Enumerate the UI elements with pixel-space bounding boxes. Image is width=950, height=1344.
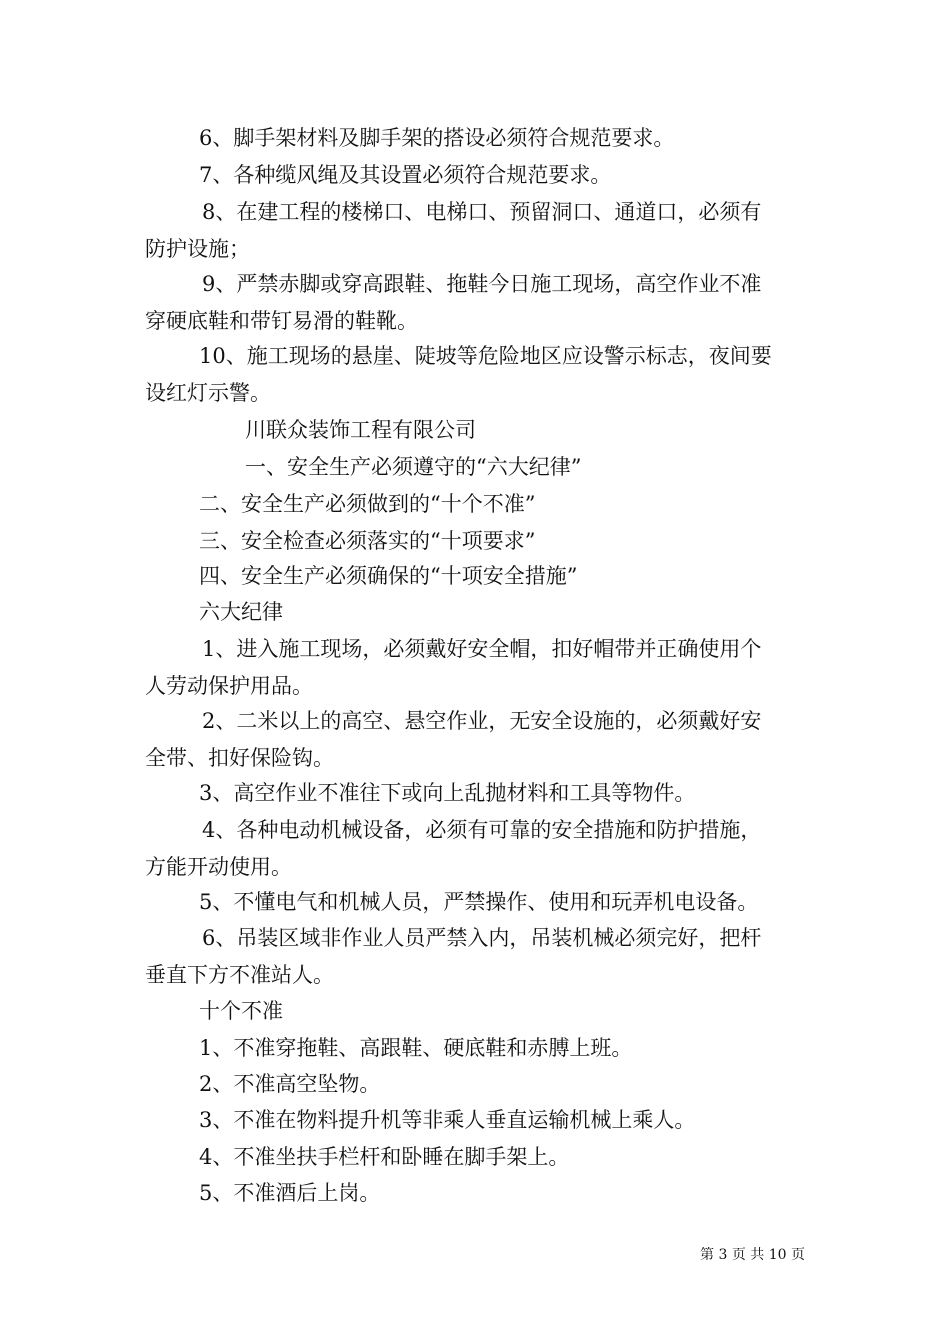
text-line: 二、安全生产必须做到的“十个不准” [199, 492, 536, 516]
text-line: 设红灯示警。 [145, 381, 271, 405]
text-line: 5、不准酒后上岗。 [199, 1181, 381, 1205]
text-line: 10、施工现场的悬崖、陡坡等危险地区应设警示标志，夜间要 [199, 344, 772, 368]
text-line: 穿硬底鞋和带钉易滑的鞋靴。 [145, 309, 418, 333]
section-heading [145, 594, 810, 631]
text-line: 方能开动使用。 [145, 855, 292, 879]
paragraph [145, 1066, 810, 1103]
paragraph [145, 1139, 810, 1176]
paragraph [145, 338, 810, 412]
text-line: 4、不准坐扶手栏杆和卧睡在脚手架上。 [199, 1145, 570, 1169]
paragraph [145, 157, 810, 194]
text-line: 川联众装饰工程有限公司 [245, 418, 476, 442]
text-line: 3、不准在物料提升机等非乘人垂直运输机械上乘人。 [199, 1108, 696, 1132]
text-line: 人劳动保护用品。 [145, 674, 313, 698]
text-line: 1、进入施工现场，必须戴好安全帽，扣好帽带并正确使用个 [202, 637, 762, 661]
text-line: 四、安全生产必须确保的“十项安全措施” [199, 564, 578, 588]
text-line: 1、不准穿拖鞋、高跟鞋、硬底鞋和赤膊上班。 [199, 1036, 633, 1060]
heading-line [145, 558, 810, 595]
heading-line [145, 486, 810, 523]
text-line: 防护设施； [145, 237, 250, 261]
paragraph [145, 1102, 810, 1139]
heading-line [145, 523, 810, 560]
paragraph [145, 631, 810, 705]
paragraph [145, 266, 810, 340]
text-line: 十个不准 [199, 999, 283, 1023]
heading-line [145, 449, 810, 486]
company-name [145, 412, 810, 449]
paragraph [145, 812, 810, 886]
text-line: 6、吊装区域非作业人员严禁入内，吊装机械必须完好，把杆 [202, 926, 762, 950]
paragraph [145, 703, 810, 777]
section-heading [145, 993, 810, 1030]
text-line: 2、不准高空坠物。 [199, 1072, 381, 1096]
paragraph [145, 920, 810, 994]
text-line: 2、二米以上的高空、悬空作业，无安全设施的，必须戴好安 [202, 709, 762, 733]
page-number: 第 3 页 共 10 页 [700, 1247, 805, 1263]
text-line: 一、安全生产必须遵守的“六大纪律” [245, 455, 582, 479]
paragraph [145, 884, 810, 921]
text-line: 9、严禁赤脚或穿高跟鞋、拖鞋今日施工现场，高空作业不准 [202, 272, 762, 296]
text-line: 7、各种缆风绳及其设置必须符合规范要求。 [199, 163, 612, 187]
paragraph [145, 1030, 810, 1067]
text-line: 全带、扣好保险钩。 [145, 746, 334, 770]
paragraph [145, 194, 810, 268]
paragraph [145, 775, 810, 812]
paragraph [145, 120, 810, 157]
paragraph [145, 1175, 810, 1212]
text-line: 六大纪律 [199, 600, 283, 624]
text-line: 垂直下方不准站人。 [145, 963, 334, 987]
text-line: 5、不懂电气和机械人员，严禁操作、使用和玩弄机电设备。 [199, 890, 759, 914]
text-line: 4、各种电动机械设备，必须有可靠的安全措施和防护措施， [202, 818, 762, 842]
text-line: 3、高空作业不准往下或向上乱抛材料和工具等物件。 [199, 781, 696, 805]
text-line: 6、脚手架材料及脚手架的搭设必须符合规范要求。 [199, 126, 675, 150]
text-line: 三、安全检查必须落实的“十项要求” [199, 529, 536, 553]
text-line: 8、在建工程的楼梯口、电梯口、预留洞口、通道口，必须有 [202, 200, 762, 224]
